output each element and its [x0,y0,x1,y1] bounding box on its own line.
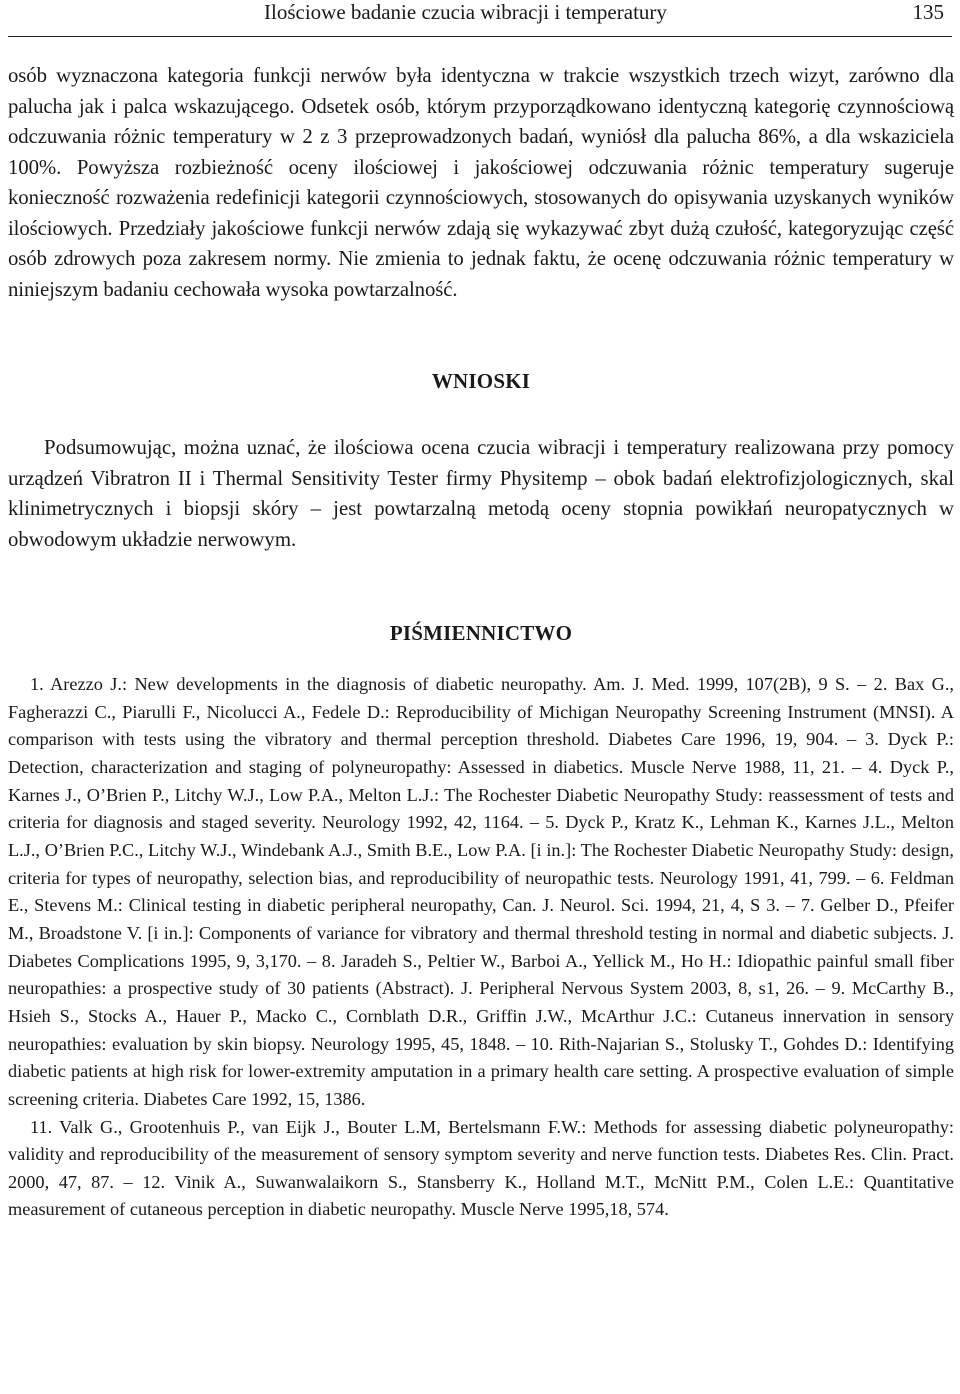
reference-block: 1. Arezzo J.: New developments in the diagnosis of diabetic neuropathy. Am. J. Med. 1999, 107(2B), 9 S. – 2. Bax G., Fagherazzi C., Piarulli F., Nicolucci A., Fedele D.: Reproducibility of Michigan Neuropathy Screening Instrument (MNSI). A comparison with tests using the vibratory and thermal perception threshold. Diabetes Care 1996, 19, 904. – 3. Dyck P.: Detection, characterization and staging of polyneuropathy: Assessed in diabetics. Muscle Nerve 1988, 11, 21. – 4. Dyck P., Karnes J., O’Brien P., Litchy W.J., Low P.A., Melton L.J.: The Rochester Diabetic Neuropathy Study: reassessment of tests and criteria for diagnosis and staged severity. Neurology 1992, 42, 1164. – 5. Dyck P., Kratz K., Lehman K., Karnes J.L., Melton L.J., O’Brien P.C., Litchy W.J., Windebank A.J., Smith B.E., Low P.A. [i in.]: The Rochester Diabetic Neuropathy Study: design, criteria for types of neuropathy, selection bias, and reproducibility of neuropathic tests. Neurology 1991, 41, 799. – 6. Feldman E., Stevens M.: Clinical testing in diabetic peripheral neuropathy, Can. J. Neurol. Sci. 1994, 21, 4, S 3. – 7. Gelber D., Pfeifer M., Broadstone V. [i in.]: Components of variance for vibratory and thermal threshold testing in normal and diabetic subjects. J. Diabetes Complications 1995, 9, 3,170. – 8. Jaradeh S., Peltier W., Barboi A., Yellick M., Ho H.: Idiopathic painful small fiber neuropathies: a prospective study of 30 patients (Abstract). J. Peripheral Nervous System 2003, 8, s1, 26. – 9. McCarthy B., Hsieh S., Stocks A., Hauer P., Macko C., Cornblath D.R., Griffin J.W., McArthur J.C.: Cutaneus innervation in sensory neuropathies: evaluation by skin biopsy. Neurology 1995, 45, 1848. – 10. Rith-Najarian S., Stolusky T., Gohdes D.: Identifying diabetic patients at high risk for lower-extremity amputation in a primary health care setting. A prospective evaluation of simple screening criteria. Diabetes Care 1992, 15, 1386. [8,674,954,1109]
page-content [8,61,954,1224]
body-paragraph: osób wyznaczona kategoria funkcji nerwów była identyczna w trakcie wszystkich trzech wizyt, zarówno dla palucha jak i palca wskazującego. Odsetek osób, którym przyporządkowano identyczną kategorię czynnościową odczuwania różnic temperatury w 2 z 3 przeprowadzonych badań, wyniósł dla palucha 86%, a dla wskaziciela 100%. Powyższa rozbieżność oceny ilościowej i jakościowej odczuwania różnic temperatury sugeruje konieczność rozważenia redefinicji kategorii czynnościowych, stosowanych do opisywania uzyskanych wyników ilościowych. Przedziały jakościowe funkcji nerwów zdają się wykazywać zbyt dużą czułość, kategoryzując część osób zdrowych poza zakresem normy. Nie zmienia to jednak faktu, że ocenę odczuwania różnic temperatury w niniejszym badaniu cechowała wysoka powtarzalność. [8,64,954,301]
running-title: Ilościowe badanie czucia wibracji i temperatury [264,0,667,24]
page-number: 135 [912,0,944,24]
page-header [8,0,952,37]
section-heading-references: PIŚMIENNICTWO [389,621,573,645]
reference-block: 11. Valk G., Grootenhuis P., van Eijk J., Bouter L.M, Bertelsmann F.W.: Methods for assessing diabetic polyneuropathy: validity and reproducibility of the measurement of sensory symptom severity and nerve function tests. Diabetes Res. Clin. Pract. 2000, 47, 87. – 12. Vinik A., Suwanwalaikorn S., Stansberry K., Holland M.T., McNitt P.M., Colen L.E.: Quantitative measurement of cutaneous perception in diabetic neuropathy. Muscle Nerve 1995,18, 574. [8,1116,954,1220]
conclusions-paragraph: Podsumowując, można uznać, że ilościowa ocena czucia wibracji i temperatury realizowana przy pomocy urządzeń Vibratron II i Thermal Sensitivity Tester firmy Physitemp – obok badań elektrofizjologicznych, skal klinimetrycznych i biopsji skóry – jest powtarzalną metodą oceny stopnia powikłań neuropatycznych w obwodowym układzie nerwowym. [8,436,954,551]
section-heading-conclusions: WNIOSKI [431,369,531,393]
reference-list [8,671,954,1224]
